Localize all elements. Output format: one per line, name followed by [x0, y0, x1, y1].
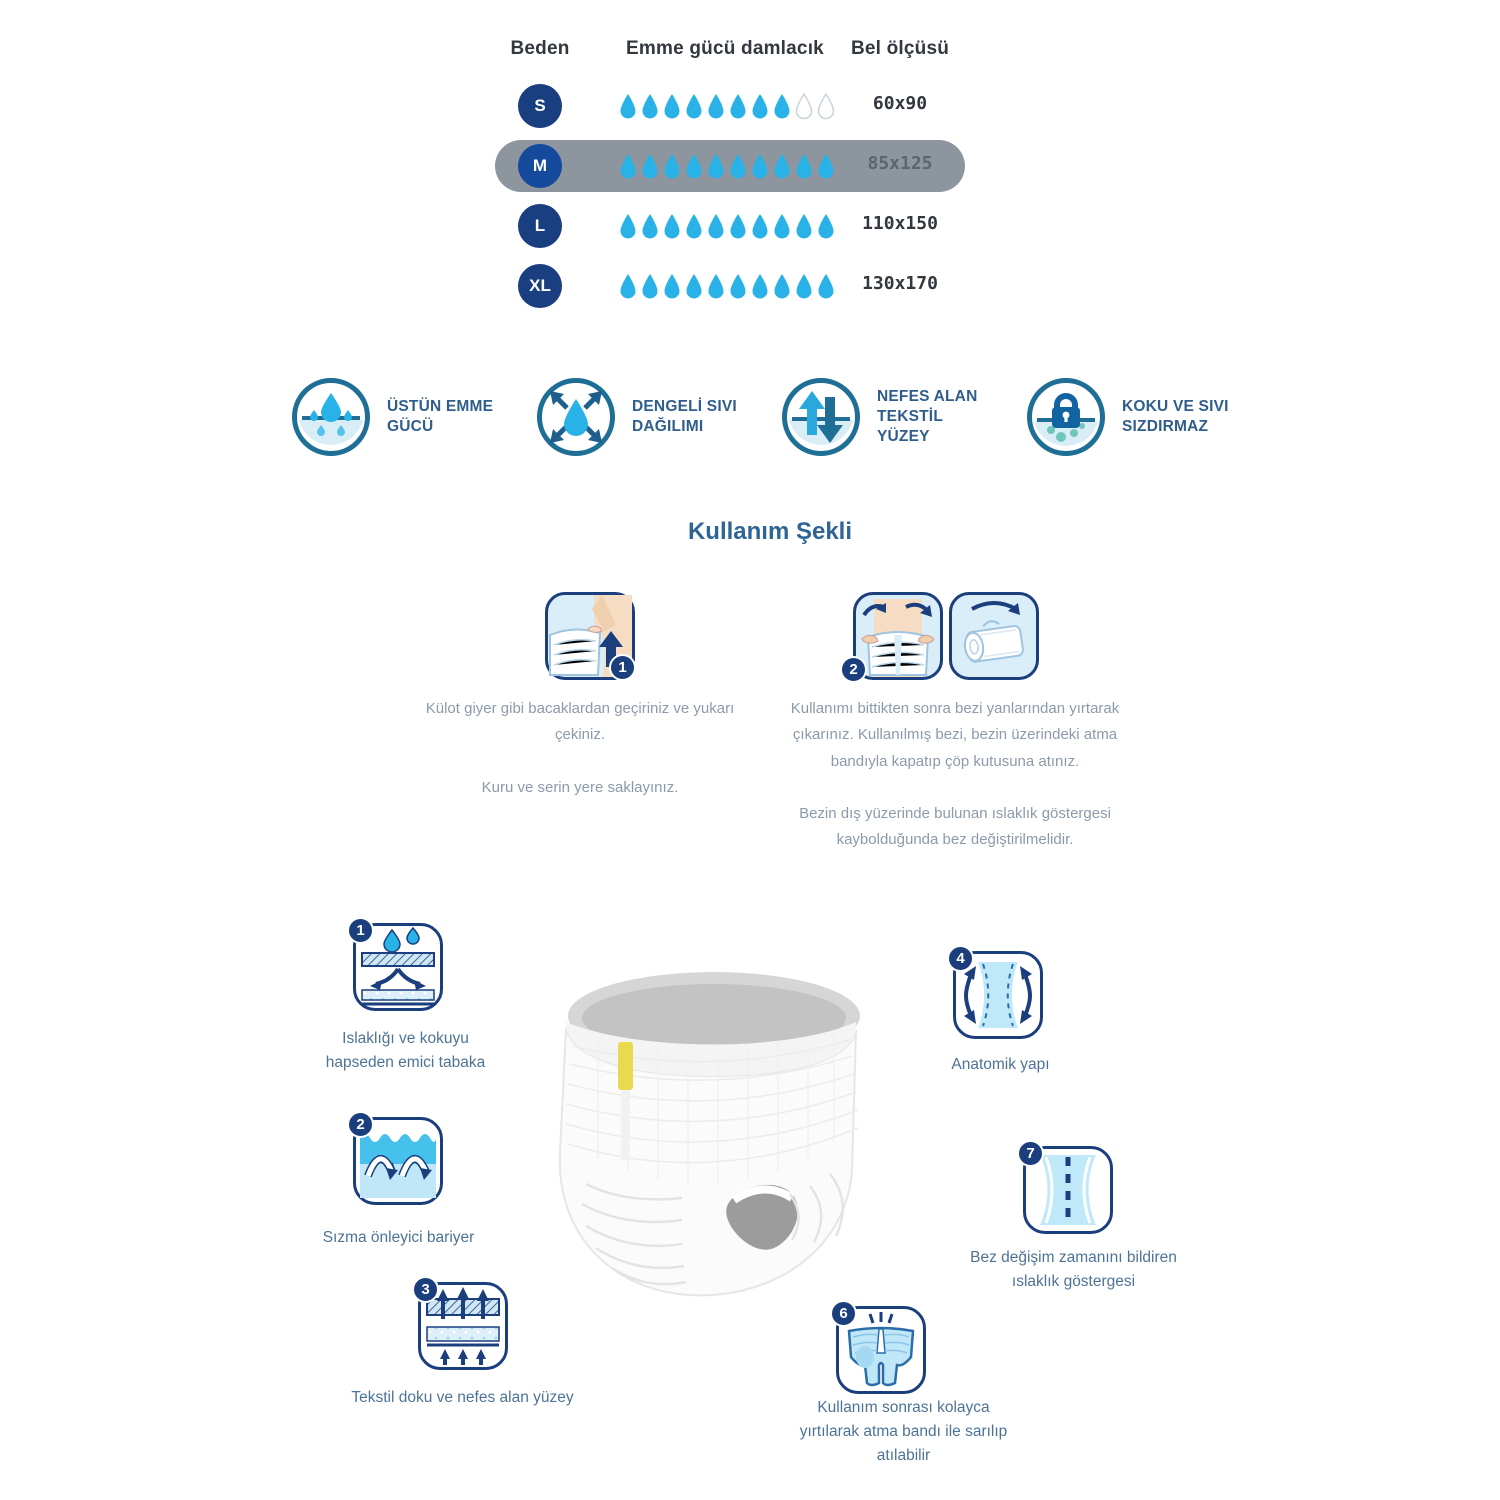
size-row-l [495, 200, 965, 252]
callout-leak-barrier [353, 1117, 443, 1205]
callout-label: Kullanım sonrası kolayca yırtılarak atma bandı ile sarılıp atılabilir [799, 1399, 1008, 1465]
droplet-icon [684, 213, 704, 240]
droplet-icon [618, 93, 638, 120]
header-absorbency: Emme gücü damlacık [626, 38, 824, 59]
feature-absorption [291, 377, 509, 457]
callout-absorbent-layer [353, 923, 443, 1011]
wetness-strip [618, 1042, 633, 1090]
droplet-icon [684, 273, 704, 300]
callout-anatomic-shape [953, 951, 1043, 1039]
size-badge-m: M [518, 144, 562, 188]
waist-value: 130x170 [862, 273, 938, 294]
droplet-icon [618, 153, 638, 180]
usage-step1-illustration [545, 592, 635, 680]
droplet-icon [640, 153, 660, 180]
liquid-distribution-icon [536, 377, 616, 457]
droplet-icon [618, 213, 638, 240]
waist-value: 85x125 [867, 153, 933, 174]
droplet-icon [794, 273, 814, 300]
droplet-icon [794, 93, 814, 120]
droplet-icon [816, 153, 836, 180]
diaper-pants-photo [538, 942, 886, 1314]
table-header-row [495, 38, 965, 72]
step-paragraph: Bezin dış yüzerinde bulunan ıslaklık göstergesi kaybolduğunda bez değiştirilmelidir. [799, 804, 1111, 848]
waist-value: 110x150 [862, 213, 938, 234]
droplet-icon [772, 153, 792, 180]
step-number-badge: 1 [609, 654, 636, 681]
droplet-icon [728, 213, 748, 240]
usage-step2-illustration-roll [949, 592, 1039, 680]
callout-number-badge: 7 [1017, 1140, 1044, 1167]
droplet-rating [618, 272, 848, 300]
droplet-icon [618, 273, 638, 300]
droplet-icon [794, 213, 814, 240]
droplet-icon [794, 153, 814, 180]
droplet-rating [618, 212, 848, 240]
size-badge-xl: XL [518, 264, 562, 308]
callout-label: Anatomik yapı [951, 1056, 1050, 1073]
size-badge-l: L [518, 204, 562, 248]
droplet-icon [816, 273, 836, 300]
feature-label: ÜSTÜN EMME GÜCÜ [387, 397, 494, 435]
absorption-icon [291, 377, 371, 457]
droplet-icon [640, 273, 660, 300]
droplet-icon [706, 153, 726, 180]
usage-step1-text [420, 696, 740, 827]
droplet-icon [772, 273, 792, 300]
callout-number-badge: 2 [347, 1111, 374, 1138]
size-badge-s: S [518, 84, 562, 128]
step-paragraph: Kuru ve serin yere saklayınız. [481, 778, 679, 796]
size-row-s [495, 80, 965, 132]
droplet-icon [816, 93, 836, 120]
droplet-icon [750, 213, 770, 240]
feature-label: DENGELİ SIVI DAĞILIMI [632, 397, 737, 435]
droplet-rating [618, 92, 848, 120]
droplet-icon [772, 213, 792, 240]
header-waist: Bel ölçüsü [850, 38, 950, 59]
feature-odor-leakproof [1026, 377, 1244, 457]
callout-label: Tekstil doku ve nefes alan yüzey [351, 1389, 574, 1406]
callout-number-badge: 6 [830, 1300, 857, 1327]
droplet-icon [728, 93, 748, 120]
droplet-rating [618, 152, 848, 180]
size-row-m-highlighted [495, 140, 965, 192]
callout-textile-surface [418, 1282, 508, 1370]
droplet-icon [684, 93, 704, 120]
droplet-icon [728, 273, 748, 300]
callout-number-badge: 3 [412, 1276, 439, 1303]
header-size: Beden [510, 38, 570, 59]
droplet-icon [640, 93, 660, 120]
callout-wetness-indicator [1023, 1146, 1113, 1234]
feature-label: NEFES ALAN TEKSTİL YÜZEY [877, 387, 978, 446]
callout-number-badge: 4 [947, 945, 974, 972]
droplet-icon [750, 153, 770, 180]
callout-disposal-tape [836, 1306, 926, 1394]
step-paragraph: Külot giyer gibi bacaklardan geçiriniz ve yukarı çekiniz. [425, 700, 735, 744]
droplet-icon [706, 93, 726, 120]
callout-label: Bez değişim zamanını bildiren ıslaklık göstergesi [970, 1249, 1177, 1291]
droplet-icon [728, 153, 748, 180]
usage-step2-text [786, 696, 1124, 879]
droplet-icon [662, 213, 682, 240]
callout-label: Sızma önleyici bariyer [322, 1229, 475, 1246]
rolled-diaper-icon [952, 595, 1036, 677]
step-paragraph: Kullanımı bittikten sonra bezi yanlarından yırtarak çıkarınız. Kullanılmış bezi, bezin üzerindeki atma bandıyla kapatıp çöp kutusuna atınız. [790, 700, 1120, 770]
droplet-icon [662, 93, 682, 120]
step-number-badge: 2 [840, 656, 867, 683]
droplet-icon [640, 213, 660, 240]
size-absorbency-table [495, 38, 965, 312]
feature-label: KOKU VE SIVI SIZDIRMAZ [1122, 397, 1229, 435]
usage-step2-illustration-tear [849, 592, 943, 680]
droplet-icon [772, 93, 792, 120]
droplet-icon [662, 273, 682, 300]
droplet-icon [706, 273, 726, 300]
droplet-icon [706, 213, 726, 240]
callout-number-badge: 1 [347, 917, 374, 944]
droplet-icon [750, 273, 770, 300]
droplet-icon [662, 153, 682, 180]
breathable-textile-icon [781, 377, 861, 457]
usage-section-title: Kullanım Şekli [687, 518, 853, 545]
tear-pants-icon [856, 595, 940, 677]
odor-leakproof-icon [1026, 377, 1106, 457]
size-row-xl [495, 260, 965, 312]
droplet-icon [684, 153, 704, 180]
feature-breathable-textile [781, 377, 999, 457]
callout-label: Islaklığı ve kokuyu hapseden emici tabaka [325, 1030, 486, 1072]
droplet-icon [750, 93, 770, 120]
waist-value: 60x90 [872, 93, 928, 114]
feature-liquid-distribution [536, 377, 754, 457]
droplet-icon [816, 213, 836, 240]
